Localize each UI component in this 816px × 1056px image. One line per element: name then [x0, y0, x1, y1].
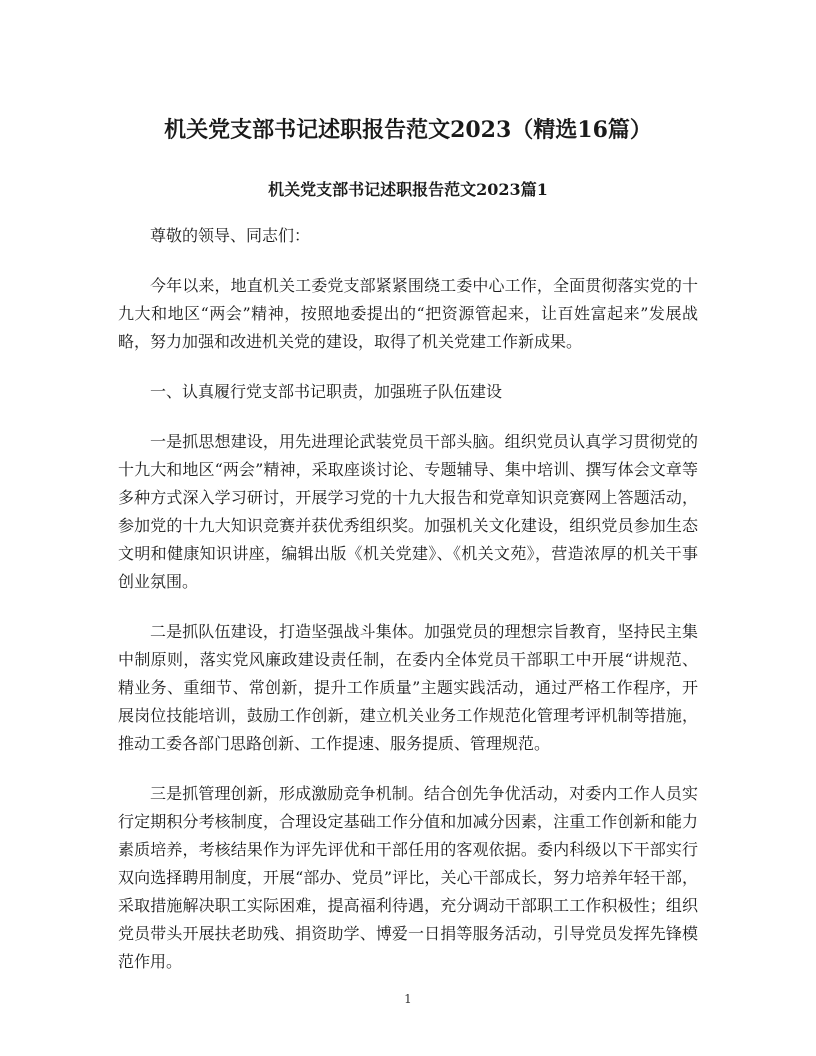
body-paragraph: 一是抓思想建设，用先进理论武装党员干部头脑。组织党员认真学习贯彻党的十九大和地区“两会”精神，采取座谈讨论、专题辅导、集中培训、撰写体会文章等多种方式深入学习研讨，开展学习党的十九大报告和党章知识竞赛网上答题活动，参加党的十九大知识竞赛并获优秀组织奖。加强机关文化建设，组织党员参加生态文明和健康知识讲座，编辑出版《机关党建》、《机关文苑》，营造浓厚的机关干事创业氛围。 — [118, 432, 698, 591]
document-body — [118, 222, 698, 998]
subheading-paragraph: 一、认真履行党支部书记职责，加强班子队伍建设 — [150, 382, 503, 401]
body-paragraph: 三是抓管理创新，形成激励竞争机制。结合创先争优活动，对委内工作人员实行定期积分考核制度，合理设定基础工作分值和加减分因素，注重工作创新和能力素质培养，考核结果作为评先评优和干部任用的客观依据。委内科级以下干部实行双向选择聘用制度，开展“部办、党员”评比，关心干部成长，努力培养年轻干部，采取措施解决职工实际困难，提高福利待遇，充分调动干部职工工作积极性；组织党员带头开展扶老助残、捐资助学、博爱一日捐等服务活动，引导党员发挥先锋模范作用。 — [118, 784, 698, 971]
document-title: 机关党支部书记述职报告范文2023（精选16篇） — [164, 117, 652, 143]
section-heading: 机关党支部书记述职报告范文2023篇1 — [268, 180, 548, 199]
page-number: 1 — [404, 992, 412, 1006]
body-paragraph: 二是抓队伍建设，打造坚强战斗集体。加强党员的理想宗旨教育，坚持民主集中制原则，落实党风廉政建设责任制，在委内全体党员干部职工中开展“讲规范、精业务、重细节、常创新，提升工作质量”主题实践活动，通过严格工作程序，开展岗位技能培训，鼓励工作创新，建立机关业务工作规范化管理考评机制等措施，推动工委各部门思路创新、工作提速、服务提质、管理规范。 — [118, 622, 698, 753]
intro-paragraph: 今年以来，地直机关工委党支部紧紧围绕工委中心工作，全面贯彻落实党的十九大和地区“两会”精神，按照地委提出的“把资源管起来，让百姓富起来”发展战略，努力加强和改进机关党的建设，取得了机关党建工作新成果。 — [118, 276, 698, 351]
salutation-paragraph: 尊敬的领导、同志们： — [150, 226, 311, 245]
